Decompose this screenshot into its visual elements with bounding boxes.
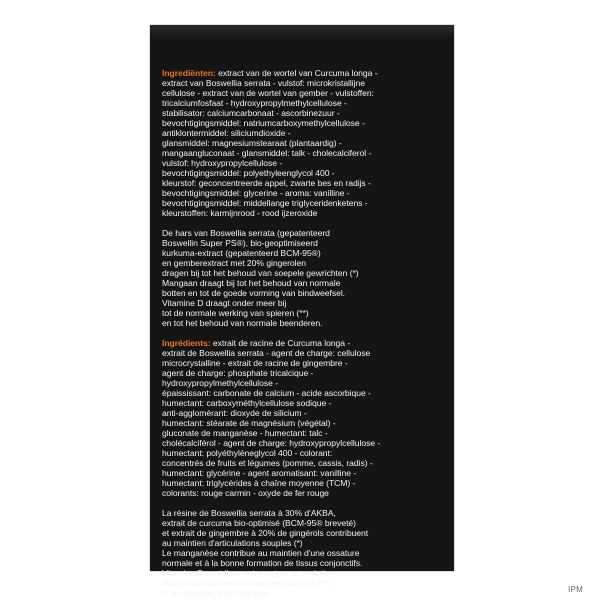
dutch-claim-line: tot de normale werking van spieren (**) [162,308,309,318]
dutch-claim-line: dragen bij tot het behoud van soepele gewrichten (*) [162,268,359,278]
french-claim-line: Vitamine D contribue entre autres au maintien [162,568,335,578]
dutch-claim-line: Vitamine D draagt onder meer bij [162,298,287,308]
dutch-ingredient-line: mangaangluconaat - glansmiddel: talk - cholecalciferol - [162,148,372,158]
dutch-ingredient-line: bevochtigingsmiddel: polyethyleenglycol 400 - [162,168,335,178]
french-claim-line: au maintien d'articulations souples (*) [162,538,303,548]
dutch-ingredient-line: bevochtigingsmiddel: glycerine - aroma: vanilline - [162,188,350,198]
french-ingredient-line: agent de charge: phosphate tricalcique - [162,368,314,378]
french-ingredient-line: humectant: glycérine - agent aromatisant: vanilline - [162,468,357,478]
dutch-claims-section [162,228,450,328]
dutch-claim-line: Boswellin Super PS®), bio-geoptimiseerd [162,238,318,248]
french-claim-line: Le manganèse contribue au maintien d'une ossature [162,548,360,558]
french-ingredient-line: colorants: rouge carmin - oxyde de fer rouge [162,488,329,498]
dutch-claim-line: De hars van Boswellia serrata (gepatenteerd [162,228,330,238]
french-ingredients-heading: Ingrédients: [162,338,211,348]
dutch-ingredients-first-text: extract van de wortel van Curcuma longa - [215,68,378,78]
dutch-claim-line: Mangaan draagt bij tot het behoud van normale [162,278,341,288]
dutch-claim-line: en tot het behoud van normale beenderen. [162,318,323,328]
french-claims-section [162,508,450,598]
french-ingredient-line: anti-agglomérant: dioxyde de silicium - [162,408,307,418]
french-claim-line: d'un fonctionnement normal des muscles (**) [162,578,331,588]
ingredient-label-panel [150,25,454,598]
french-claim-line: La résine de Boswellia serrata à 30% d'AKBA, [162,508,336,518]
french-ingredient-line: humectant: polyéthylèneglycol 400 - colorant: [162,448,333,458]
french-ingredient-line: cholécalciférol - agent de charge: hydroxypropylcellulose - [162,438,381,448]
dutch-claim-line: botten en tot de goede vorming van bindweefsel. [162,288,346,298]
dutch-ingredients-section [162,68,450,218]
dutch-ingredient-line: bevochtigingsmiddel: natriumcarboxymethylcellulose - [162,118,365,128]
dutch-ingredient-line: kleurstoffen: karmijnrood - rood ijzeroxide [162,208,318,218]
french-claim-line: et extrait de gingembre à 20% de gingérols contribuent [162,528,369,538]
french-ingredient-line: humectant: triglycérides à chaîne moyenne (TCM) - [162,478,356,488]
dutch-ingredient-line: glansmiddel: magnesiumstearaat (plantaardig) - [162,138,342,148]
french-ingredient-line: humectant: carboxyméthylcellulose sodique - [162,398,332,408]
dutch-ingredient-line: stabilisator: calciumcarbonaat - ascorbinezuur - [162,108,340,118]
french-ingredients-first-line [162,338,450,348]
french-ingredient-line: épaississant: carbonate de calcium - acide ascorbique - [162,388,371,398]
dutch-ingredient-line: kleurstof: geconcentreerde appel, zwarte bes en radijs - [162,178,371,188]
french-ingredient-line: gluconate de manganèse - humectant: talc - [162,428,328,438]
dutch-ingredient-line: cellulose - extract van de wortel van gember - vulstoffen: [162,88,374,98]
french-ingredient-line: humectant: stéarate de magnésium (végétal) - [162,418,336,428]
french-ingredients-first-text: extrait de racine de Curcuma longa - [210,338,351,348]
french-ingredient-line: hydroxypropylmethylcellulose - [162,378,278,388]
dutch-ingredient-line: extract van Boswellia serrata - vulstof: microkristallijne [162,78,365,88]
dutch-claim-line: en gemberextract met 20% gingerolen [162,258,306,268]
dutch-ingredients-first-line [162,68,450,78]
french-claim-line: et au maintien d'os normaux. [162,588,271,598]
dutch-ingredient-line: tricalciumfosfaat - hydroxypropylmethylcellulose - [162,98,347,108]
french-claim-line: extrait de curcuma bio-optimisé (BCM-95® breveté) [162,518,356,528]
french-ingredient-line: microcrystalline - extrait de racine de gingembre - [162,358,348,368]
dutch-ingredient-line: vulstof: hydroxypropylcellulose - [162,158,283,168]
french-ingredients-section [162,338,450,498]
french-ingredient-line: extrait de Boswellia serrata - agent de charge: cellulose [162,348,371,358]
french-claim-line: normale et à la bonne formation de tissus conjonctifs. [162,558,363,568]
dutch-claim-line: kurkuma-extract (gepatenteerd BCM-95®) [162,248,321,258]
label-text-block [162,68,450,598]
french-ingredient-line: concentrés de fruits et légumes (pomme, cassis, radis) - [162,458,373,468]
panel-top-stripe [150,25,454,39]
dutch-ingredient-line: bevochtigingsmiddel: middellange triglyceridenketens - [162,198,368,208]
dutch-ingredient-line: antiklontermiddel: siliciumdioxide - [162,128,291,138]
dutch-ingredients-heading: Ingrediënten: [162,68,216,78]
spacer [162,328,450,338]
spacer [162,498,450,508]
spacer [162,218,450,228]
ipm-badge: IPM [568,585,584,594]
